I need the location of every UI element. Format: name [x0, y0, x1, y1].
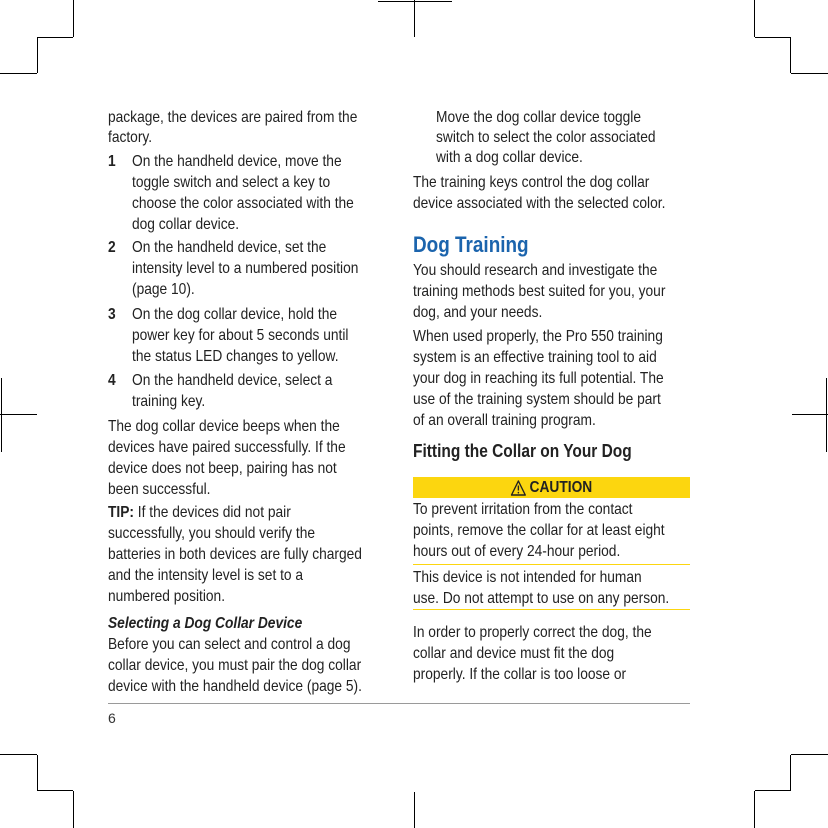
text-line: factory.	[108, 129, 153, 146]
caution-banner	[413, 477, 690, 498]
step-line: On the handheld device, set the	[132, 239, 327, 256]
step-number: 1	[108, 153, 116, 170]
text-line: package, the devices are paired from the	[108, 109, 358, 126]
text-line: system is an effective training tool to aid	[413, 349, 657, 366]
step-line: the status LED changes to yellow.	[132, 348, 339, 365]
footer-divider	[108, 703, 690, 704]
caution-line: This device is not intended for human	[413, 569, 642, 586]
text-line: training methods best suited for you, your	[413, 283, 666, 300]
step-line: intensity level to a numbered position	[132, 260, 359, 277]
text-line: The training keys control the dog collar	[413, 174, 650, 191]
step-number: 3	[108, 306, 116, 323]
tip-label: TIP:	[108, 504, 134, 521]
step-line: with a dog collar device.	[436, 149, 583, 166]
step-line: training key.	[132, 393, 206, 410]
text-line: In order to properly correct the dog, the	[413, 624, 652, 641]
tip-line: and the intensity level is set to a	[108, 567, 304, 584]
tip-text: If the devices did not pair	[133, 504, 291, 521]
text-line: been successful.	[108, 481, 211, 498]
text-line: collar device, you must pair the dog collar	[108, 657, 362, 674]
caution-line: hours out of every 24-hour period.	[413, 543, 621, 560]
text-line: dog, and your needs.	[413, 304, 543, 321]
step-number: 4	[108, 372, 116, 389]
step-line: Move the dog collar device toggle	[436, 109, 642, 126]
step-line: switch to select the color associated	[436, 129, 656, 146]
step-line: (page 10).	[132, 281, 195, 298]
section-subheading: Fitting the Collar on Your Dog	[413, 441, 632, 461]
caution-line: points, remove the collar for at least eight	[413, 522, 665, 539]
text-line: Before you can select and control a dog	[108, 636, 351, 653]
caution-divider	[413, 609, 690, 610]
tip-line	[108, 503, 291, 523]
step-line: power key for about 5 seconds until	[132, 327, 349, 344]
step-line: On the handheld device, move the	[132, 153, 342, 170]
caution-line: use. Do not attempt to use on any person.	[413, 590, 670, 607]
section-heading: Dog Training	[413, 232, 529, 257]
tip-line: batteries in both devices are fully charged	[108, 546, 362, 563]
step-number: 2	[108, 239, 116, 256]
text-line: The dog collar device beeps when the	[108, 418, 340, 435]
step-line: choose the color associated with the	[132, 195, 354, 212]
step-line: On the handheld device, select a	[132, 372, 333, 389]
tip-line: successfully, you should verify the	[108, 525, 316, 542]
text-line: collar and device must fit the dog	[413, 645, 615, 662]
text-line: device associated with the selected color.	[413, 195, 666, 212]
text-line: device does not beep, pairing has not	[108, 460, 337, 477]
caution-label: CAUTION	[529, 478, 593, 496]
text-line: devices have paired successfully. If the	[108, 439, 346, 456]
text-line: When used properly, the Pro 550 training	[413, 328, 663, 345]
step-line: On the dog collar device, hold the	[132, 306, 338, 323]
text-line: device with the handheld device (page 5).	[108, 678, 362, 695]
tip-line: numbered position.	[108, 588, 226, 605]
text-line: use of the training system should be part	[413, 391, 661, 408]
text-line: You should research and investigate the	[413, 262, 658, 279]
warning-triangle-icon	[511, 480, 526, 496]
caution-line: To prevent irritation from the contact	[413, 501, 633, 518]
text-line: properly. If the collar is too loose or	[413, 666, 627, 683]
section-subheading: Selecting a Dog Collar Device	[108, 615, 303, 632]
caution-divider	[413, 564, 690, 565]
text-line: your dog in reaching its full potential. The	[413, 370, 664, 387]
step-line: toggle switch and select a key to	[132, 174, 331, 191]
page-number: 6	[108, 710, 116, 726]
step-line: dog collar device.	[132, 216, 240, 233]
text-line: of an overall training program.	[413, 412, 596, 429]
